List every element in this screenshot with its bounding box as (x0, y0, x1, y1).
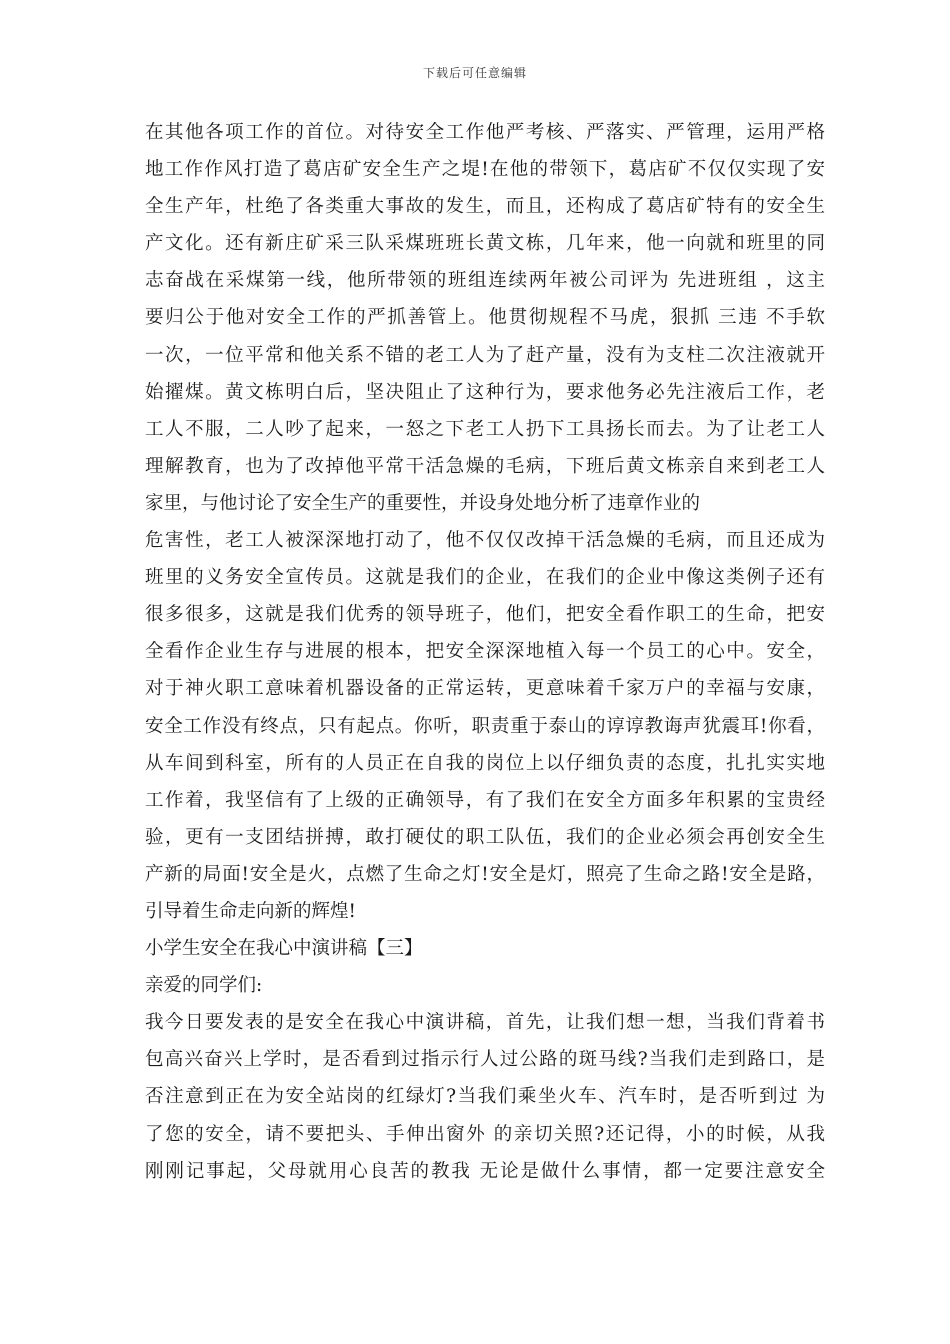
text-line: 对于神火职工意味着机器设备的正常运转，更意味着千家万户的幸福与安康， (145, 678, 825, 700)
text-line: 从车间到科室，所有的人员正在自我的岗位上以仔细负责的态度，扎扎实实地 (145, 752, 825, 774)
text-line: 要归公于他对安全工作的严抓善管上。他贯彻规程不马虎，狠抓 三违 不手软 (145, 307, 825, 329)
text-line: 小学生安全在我心中演讲稿【三】 (145, 938, 423, 960)
text-line: 家里，与他讨论了安全生产的重要性，并设身处地分析了违章作业的 (145, 492, 701, 514)
text-line: 理解教育，也为了改掉他平常干活急燥的毛病，下班后黄文栋亲自来到老工人 (145, 455, 825, 477)
text-line: 志奋战在采煤第一线，他所带领的班组连续两年被公司评为 先进班组 ，这主 (145, 270, 825, 292)
document-body (145, 114, 825, 1190)
text-line: 了您的安全，请不要把头、手伸出窗外 的亲切关照?还记得，小的时候，从我 (145, 1123, 825, 1145)
text-line: 包高兴奋兴上学时，是否看到过指示行人过公路的斑马线?当我们走到路口，是 (145, 1049, 825, 1071)
text-line: 刚刚记事起，父母就用心良苦的教我 无论是做什么事情，都一定要注意安全 (145, 1160, 825, 1182)
page-header: 下载后可任意编辑 (422, 66, 527, 80)
text-line: 产新的局面!安全是火，点燃了生命之灯!安全是灯，照亮了生命之路!安全是路， (145, 863, 825, 885)
text-line: 工人不服，二人吵了起来，一怒之下老工人扔下工具扬长而去。为了让老工人 (145, 418, 825, 440)
text-line: 地工作作风打造了葛店矿安全生产之堤!在他的带领下，葛店矿不仅仅实现了安 (145, 159, 825, 181)
text-line: 危害性，老工人被深深地打动了，他不仅仅改掉干活急燥的毛病，而且还成为 (145, 530, 825, 552)
text-line: 亲爱的同学们: (145, 975, 263, 997)
text-line: 一次，一位平常和他关系不错的老工人为了赶产量，没有为支柱二次注液就开 (145, 344, 825, 366)
text-line: 引导着生命走向新的辉煌! (145, 900, 356, 922)
text-line: 否注意到正在为安全站岗的红绿灯?当我们乘坐火车、汽车时，是否听到过 为 (145, 1086, 825, 1108)
text-line: 班里的义务安全宣传员。这就是我们的企业，在我们的企业中像这类例子还有 (145, 567, 825, 589)
text-line: 工作着，我坚信有了上级的正确领导，有了我们在安全方面多年积累的宝贵经 (145, 789, 825, 811)
text-line: 全看作企业生存与进展的根本，把安全深深地植入每一个员工的心中。安全， (145, 641, 825, 663)
text-line: 我今日要发表的是安全在我心中演讲稿，首先，让我们想一想，当我们背着书 (145, 1012, 825, 1034)
text-line: 安全工作没有终点，只有起点。你听，职责重于泰山的谆谆教诲声犹震耳!你看， (145, 715, 825, 737)
text-line: 验，更有一支团结拼搏，敢打硬仗的职工队伍，我们的企业必须会再创安全生 (145, 826, 825, 848)
text-line: 产文化。还有新庄矿采三队采煤班班长黄文栋，几年来，他一向就和班里的同 (145, 233, 825, 255)
text-line: 在其他各项工作的首位。对待安全工作他严考核、严落实、严管理，运用严格 (145, 122, 825, 143)
text-line: 全生产年，杜绝了各类重大事故的发生，而且，还构成了葛店矿特有的安全生 (145, 196, 825, 218)
text-line: 很多很多，这就是我们优秀的领导班子，他们，把安全看作职工的生命，把安 (145, 604, 825, 626)
text-line: 始擢煤。黄文栋明白后，坚决阻止了这种行为，要求他务必先注液后工作，老 (145, 381, 825, 403)
